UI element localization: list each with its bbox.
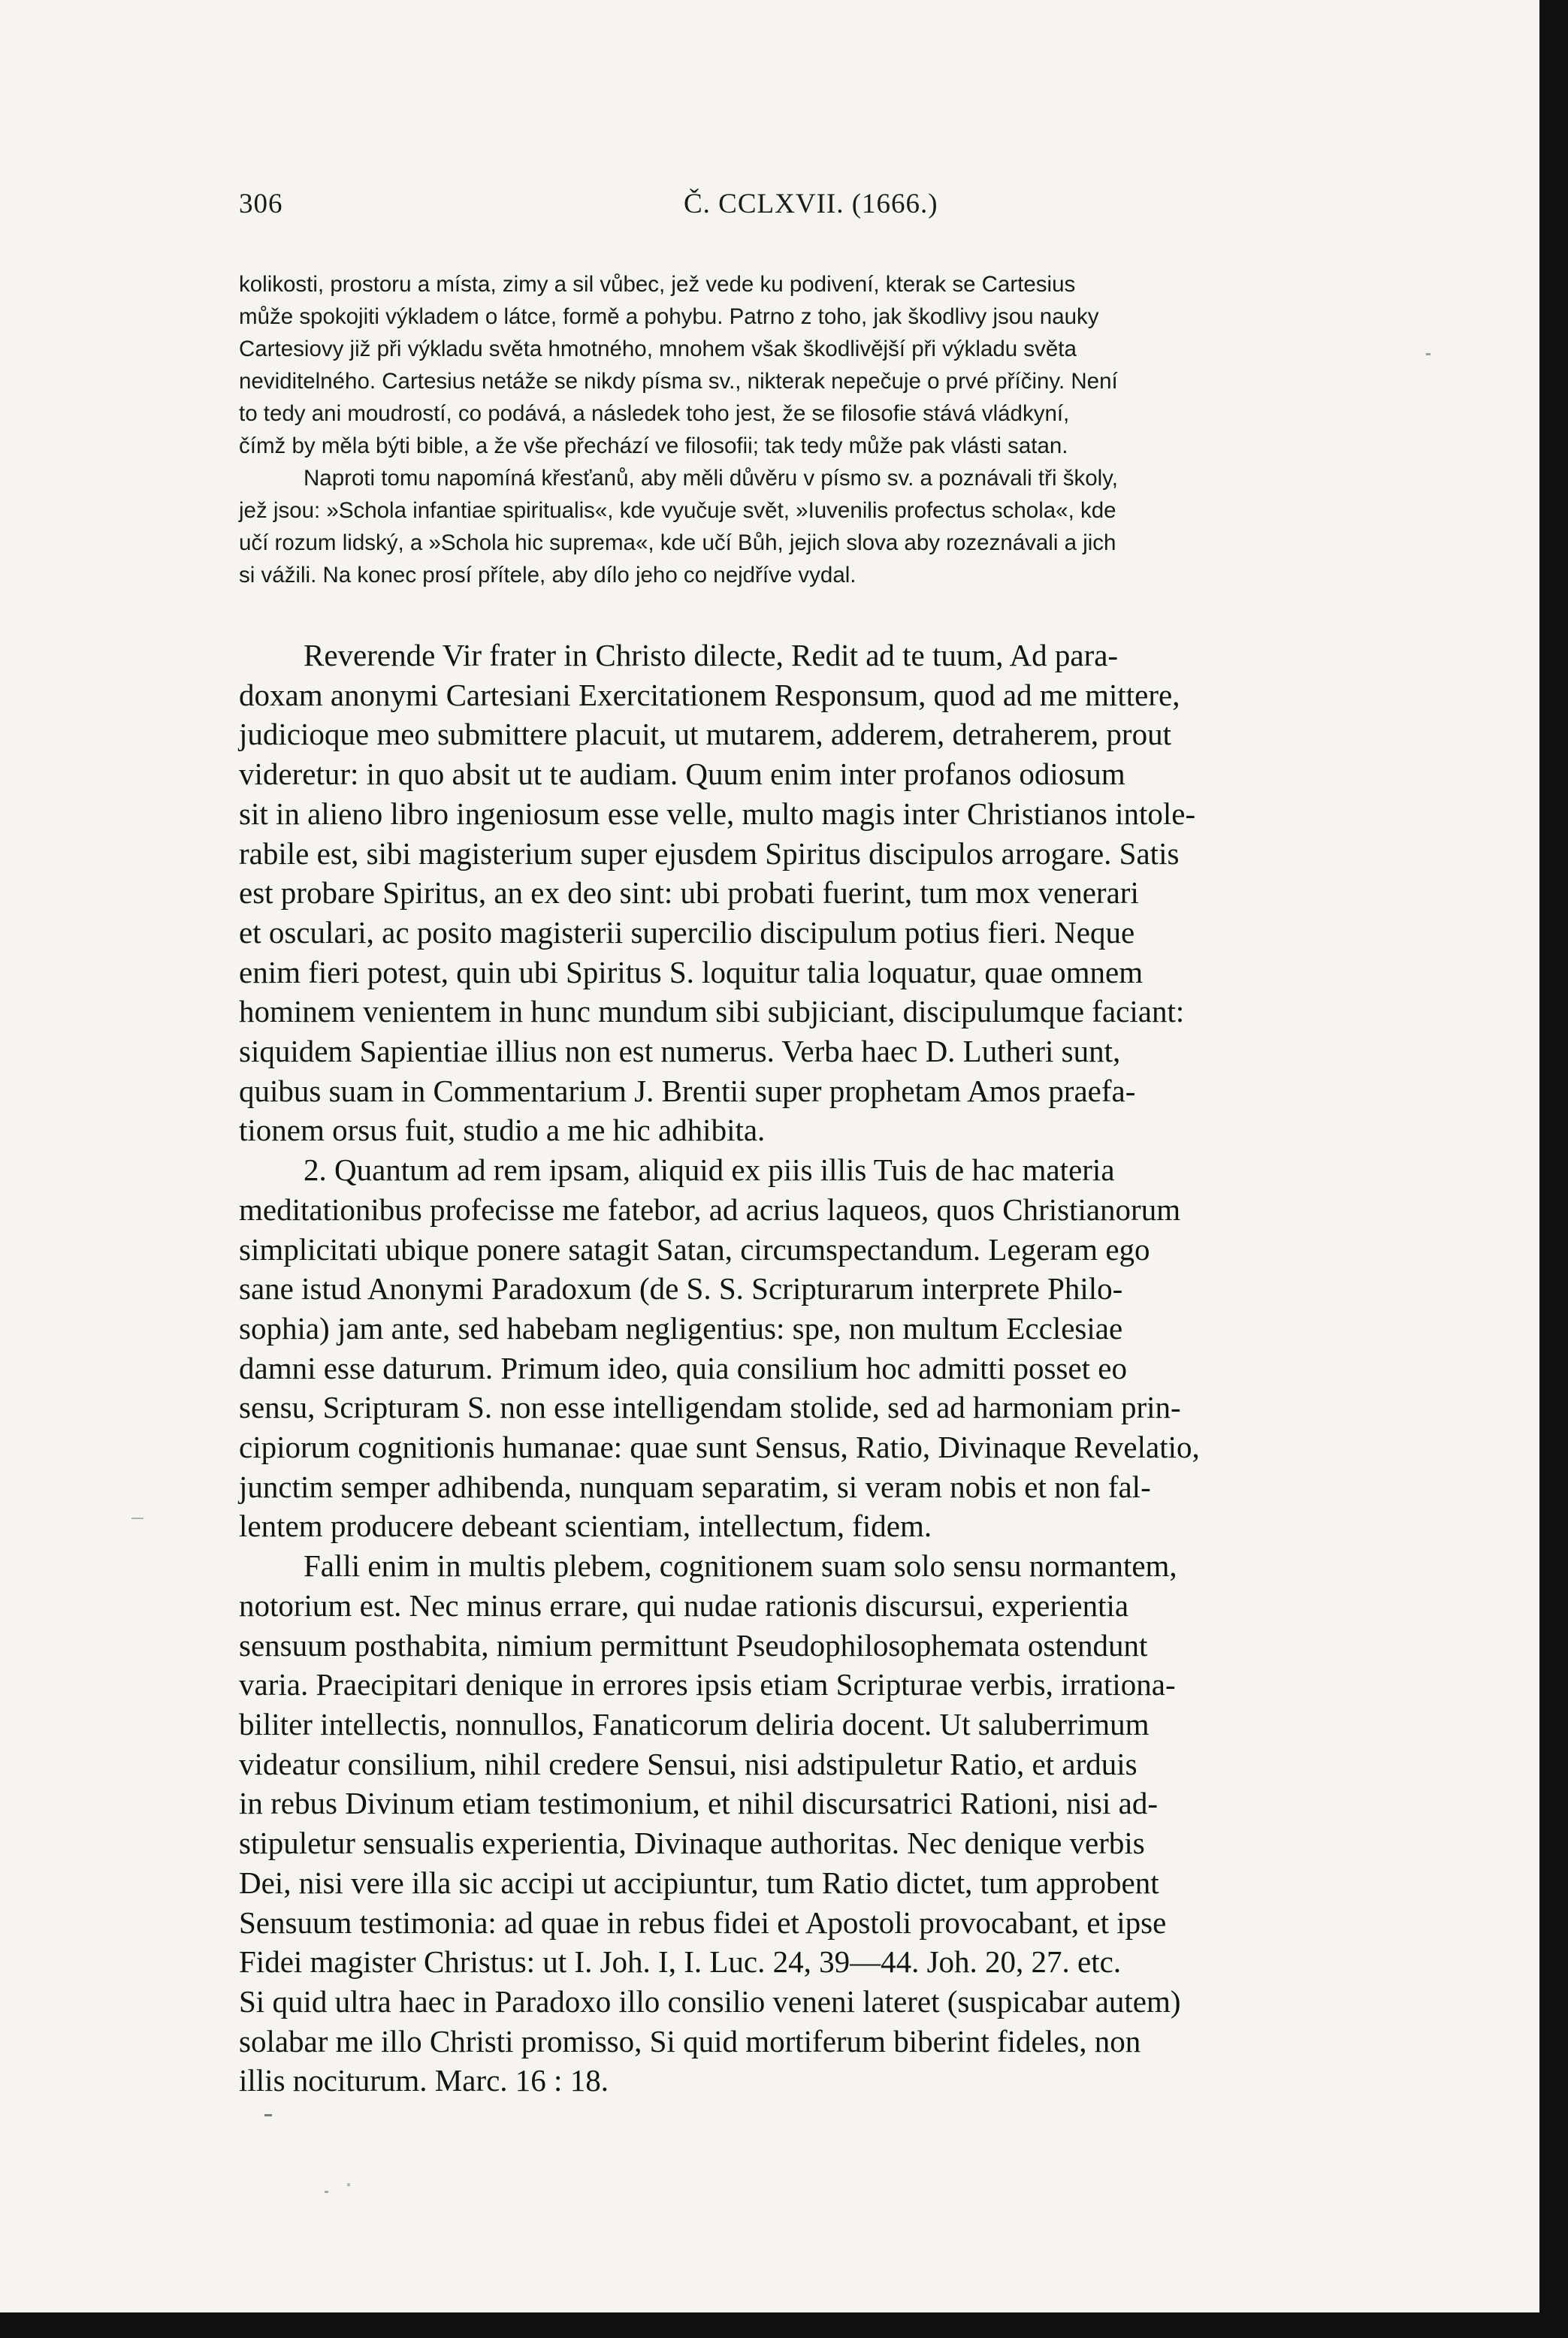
scan-speck [1426,353,1431,355]
scan-speck [347,2183,350,2186]
latin-paragraph: Reverende Vir frater in Christo dilecte, Redit ad te tuum, Ad para- doxam anonymi Cartesiani Exercitationem Responsum, quod ad me mittere, judicioque meo submittere placuit, ut mutarem, adderem, detraherem, prout videretur: in quo absit ut te audiam. Quum enim inter profanos odiosum sit in alieno libro ingeniosum esse velle, multo magis inter Christianos intole- rabile est, sibi magisterium super ejusdem Spiritus discipulos arrogare. Satis est probare Spiritus, an ex deo sint: ubi probati fuerint, tum mox venerari et osculari, ac posito magisterii supercilio discipulum potius fieri. Neque enim fieri potest, quin ubi Spiritus S. loquitur talia loquatur, quae omnem hominem venientem in hunc mundum sibi subjiciant, discipulumque faciant: siquidem Sapientiae illius non est numerus. Verba haec D. Lutheri sunt, quibus suam in Commentarium J. Brentii super prophetam Amos praefa- tionem orsus fuit, studio a me hic adhibita. [239,638,1196,1148]
page-header [239,188,1366,225]
page-number: 306 [239,189,283,219]
scan-edge-right [1539,0,1568,2338]
summary-paragraph: Naproti tomu napomíná křesťanů, aby měli důvěru v písmo sv. a poznávali tři školy, jež jsou: »Schola infantiae spiritualis«, kde vyučuje svět, »Iuvenilis profectus schola«, kde učí rozum lidský, a »Schola hic suprema«, kde učí Bůh, jejich slova aby rozeznávali a jich si vážili. Na konec prosí přítele, aby dílo jeho co nejdříve vydal. [239,466,1118,588]
summary-paragraph: kolikosti, prostoru a místa, zimy a sil vůbec, jež vede ku podivení, kterak se Cartesius může spokojiti výkladem o látce, formě a pohybu. Patrno z toho, jak škodlivy jsou nauky Cartesiovy již při výkladu světa hmotného, mnohem však škodlivější při výkladu světa neviditelného. Cartesius netáže se nikdy písma sv., nikterak nepečuje o prvé příčiny. Není to tedy ani moudrostí, co podává, a následek toho jest, že se filosofie stává vládkyní, čímž by měla býti bible, a že vše přechází ve filosofii; tak tedy může pak vlásti satan. [239,272,1118,458]
scan-speck [264,2114,272,2116]
latin-paragraph: Falli enim in multis plebem, cognitionem suam solo sensu normantem, notorium est. Nec minus errare, qui nudae rationis discursui, experientia sensuum posthabita, nimium permittunt Pseudophilosophemata ostendunt varia. Praecipitari denique in errores ipsis etiam Scripturae verbis, irrationa- biliter intellectis, nonnullos, Fanaticorum deliria docent. Ut saluberrimum videatur consilium, nihil credere Sensui, nisi adstipuletur Ratio, et arduis in rebus Divinum etiam testimonium, et nihil discursatrici Rationi, nisi ad- stipuletur sensualis experientia, Divinaque authoritas. Nec denique verbis Dei, nisi vere illa sic accipi ut accipiuntur, tum Ratio dictet, tum approbent Sensuum testimonia: ad quae in rebus fidei et Apostoli provocabant, et ipse Fidei magister Christus: ut I. Joh. I, I. Luc. 24, 39—44. Joh. 20, 27. etc. Si quid ultra haec in Paradoxo illo consilio veneni lateret (suspicabar autem) solabar me illo Christi promisso, Si quid mortiferum biberint fideles, non illis nociturum. Marc. 16 : 18. [239,1548,1181,2098]
czech-summary [239,268,1366,591]
running-title: Č. CCLXVII. (1666.) [684,189,938,219]
latin-letter-text [239,636,1366,2101]
scan-speck [325,2191,328,2193]
scan-edge-bottom [0,2312,1568,2338]
latin-paragraph: 2. Quantum ad rem ipsam, aliquid ex piis illis Tuis de hac materia meditationibus profecisse me fatebor, ad acrius laqueos, quos Christianorum simplicitati ubique ponere satagit Satan, circumspectandum. Legeram ego sane istud Anonymi Paradoxum (de S. S. Scripturarum interprete Philo- sophia) jam ante, sed habebam negligentius: spe, non multum Ecclesiae damni esse daturum. Primum ideo, quia consilium hoc admitti posset eo sensu, Scripturam S. non esse intelligendam stolide, sed ad harmoniam prin- cipiorum cognitionis humanae: quae sunt Sensus, Ratio, Divinaque Revelatio, junctim semper adhibenda, nunquam separatim, si veram nobis et non fal- lentem producere debeant scientiam, intellectum, fidem. [239,1152,1200,1544]
scan-speck [131,1518,144,1519]
